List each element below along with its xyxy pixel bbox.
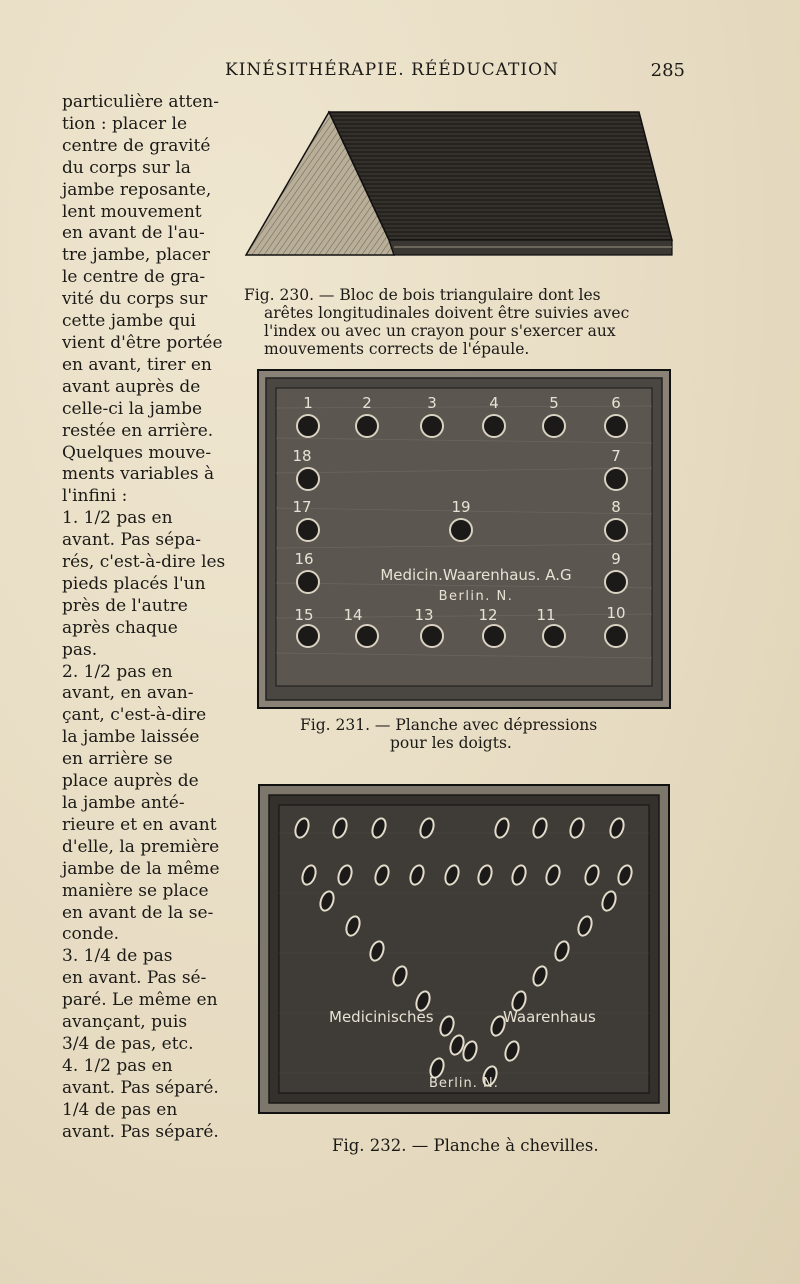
caption-line: arêtes longitudinales doivent être suivies avec: [264, 304, 630, 322]
body-line: en avant de la se-: [62, 902, 214, 923]
caption-line: Fig. 230. — Bloc de bois triangulaire dont les: [244, 286, 601, 304]
finger-depression: [543, 625, 565, 647]
body-line: 1. 1/2 pas en: [62, 508, 173, 529]
figure-232-peg-board: [257, 783, 671, 1115]
body-line: du corps sur la: [62, 157, 191, 178]
body-line: 1/4 de pas en: [62, 1099, 178, 1120]
body-line: 3/4 de pas, etc.: [62, 1033, 194, 1054]
body-line: l'infini :: [62, 486, 128, 507]
body-text-column: [62, 92, 240, 1144]
body-line: avançant, puis: [62, 1012, 188, 1033]
body-line: en avant de l'au-: [62, 223, 205, 244]
body-line: tre jambe, placer: [62, 245, 210, 266]
running-title: KINÉSITHÉRAPIE. RÉÉDUCATION: [225, 60, 559, 80]
body-line: conde.: [62, 924, 120, 945]
body-line: cette jambe qui: [62, 311, 196, 332]
finger-depression: [605, 468, 627, 490]
figure-231-caption: [300, 716, 660, 752]
hole-number: 17: [292, 498, 312, 516]
body-line: d'elle, la première: [62, 836, 220, 857]
body-line: avant. Pas séparé.: [62, 1077, 219, 1098]
hole-number: 12: [478, 606, 498, 624]
finger-depression: [297, 625, 319, 647]
finger-depression: [605, 519, 627, 541]
hole-number: 6: [611, 394, 621, 412]
finger-depression: [483, 415, 505, 437]
hole-number: 16: [294, 550, 314, 568]
figure-230-triangular-block: [244, 100, 676, 265]
board-text-right: Waarenhaus: [503, 1008, 596, 1026]
hole-number: 3: [427, 394, 437, 412]
body-line: çant, c'est-à-dire: [62, 705, 207, 726]
figure-231-finger-board: [256, 368, 672, 710]
body-line: vient d'être portée: [62, 332, 223, 353]
hole-number: 13: [414, 606, 434, 624]
body-line: en arrière se: [62, 749, 173, 770]
hole-number: 5: [549, 394, 559, 412]
hole-number: 1: [303, 394, 313, 412]
finger-depression: [297, 519, 319, 541]
hole-number: 10: [606, 604, 626, 622]
figure-232-caption: [332, 1137, 662, 1155]
body-line: celle-ci la jambe: [62, 398, 203, 419]
body-line: 2. 1/2 pas en: [62, 661, 173, 682]
body-line: avant, en avan-: [62, 683, 194, 704]
board-text-left: Medicinisches: [329, 1008, 434, 1026]
caption-line: l'index ou avec un crayon pour s'exercer aux: [264, 322, 616, 340]
finger-depression: [297, 415, 319, 437]
finger-depression: [605, 415, 627, 437]
board-city-text: Berlin. N.: [438, 589, 514, 604]
finger-depression: [356, 625, 378, 647]
body-line: le centre de gra-: [62, 267, 206, 288]
body-line: centre de gravité: [62, 135, 211, 156]
hole-number: 7: [611, 447, 621, 465]
body-line: avant. Pas sépa-: [62, 530, 201, 551]
body-line: vité du corps sur: [62, 289, 208, 310]
hole-number: 18: [292, 447, 312, 465]
body-line: avant auprès de: [62, 376, 201, 397]
finger-depression: [297, 571, 319, 593]
body-line: manière se place: [62, 880, 209, 901]
hole-number: 15: [294, 606, 314, 624]
hole-number: 4: [489, 394, 499, 412]
figure-230-caption: [244, 286, 684, 358]
hole-number: 8: [611, 498, 621, 516]
body-line: lent mouvement: [62, 201, 202, 222]
body-line: particulière atten-: [62, 92, 219, 112]
body-line: la jambe anté-: [62, 793, 185, 813]
finger-depression: [483, 625, 505, 647]
body-line: jambe reposante,: [62, 179, 212, 200]
hole-number: 9: [611, 550, 621, 568]
caption-line: pour les doigts.: [390, 734, 512, 752]
body-line: avant. Pas séparé.: [62, 1121, 219, 1142]
body-line: rés, c'est-à-dire les: [62, 552, 226, 573]
finger-depression: [421, 415, 443, 437]
body-line: près de l'autre: [62, 595, 188, 616]
hole-number: 2: [362, 394, 372, 412]
body-line: après chaque: [62, 617, 178, 638]
finger-depression: [605, 571, 627, 593]
caption-line: mouvements corrects de l'épaule.: [264, 340, 530, 358]
board-text-bottom: Berlin. N.: [429, 1076, 499, 1091]
body-line: pas.: [62, 639, 98, 660]
body-line: ments variables à: [62, 464, 215, 485]
body-line: restée en arrière.: [62, 420, 214, 441]
body-line: tion : placer le: [62, 113, 188, 134]
running-head: [60, 60, 685, 84]
finger-depression: [421, 625, 443, 647]
caption-line: Fig. 231. — Planche avec dépressions: [300, 716, 598, 734]
page-number: 285: [650, 60, 685, 81]
body-line: paré. Le même en: [62, 990, 218, 1011]
hole-number: 11: [536, 606, 556, 624]
body-line: jambe de la même: [62, 858, 220, 879]
body-line: en avant. Pas sé-: [62, 968, 207, 989]
body-line: 3. 1/4 de pas: [62, 946, 173, 967]
body-line: rieure et en avant: [62, 814, 217, 835]
body-line: en avant, tirer en: [62, 354, 212, 375]
hole-number: 19: [451, 498, 471, 516]
finger-depression: [543, 415, 565, 437]
body-line: la jambe laissée: [62, 727, 200, 748]
body-line: pieds placés l'un: [62, 573, 206, 594]
hole-number: 14: [343, 606, 363, 624]
finger-depression: [450, 519, 472, 541]
body-line: place auprès de: [62, 771, 199, 792]
board-maker-text: Medicin.Waarenhaus. A.G: [380, 566, 572, 584]
finger-depression: [605, 625, 627, 647]
body-line: Quelques mouve-: [62, 442, 212, 463]
caption-line: Fig. 232. — Planche à chevilles.: [332, 1136, 599, 1155]
body-line: 4. 1/2 pas en: [62, 1055, 173, 1076]
finger-depression: [297, 468, 319, 490]
finger-depression: [356, 415, 378, 437]
